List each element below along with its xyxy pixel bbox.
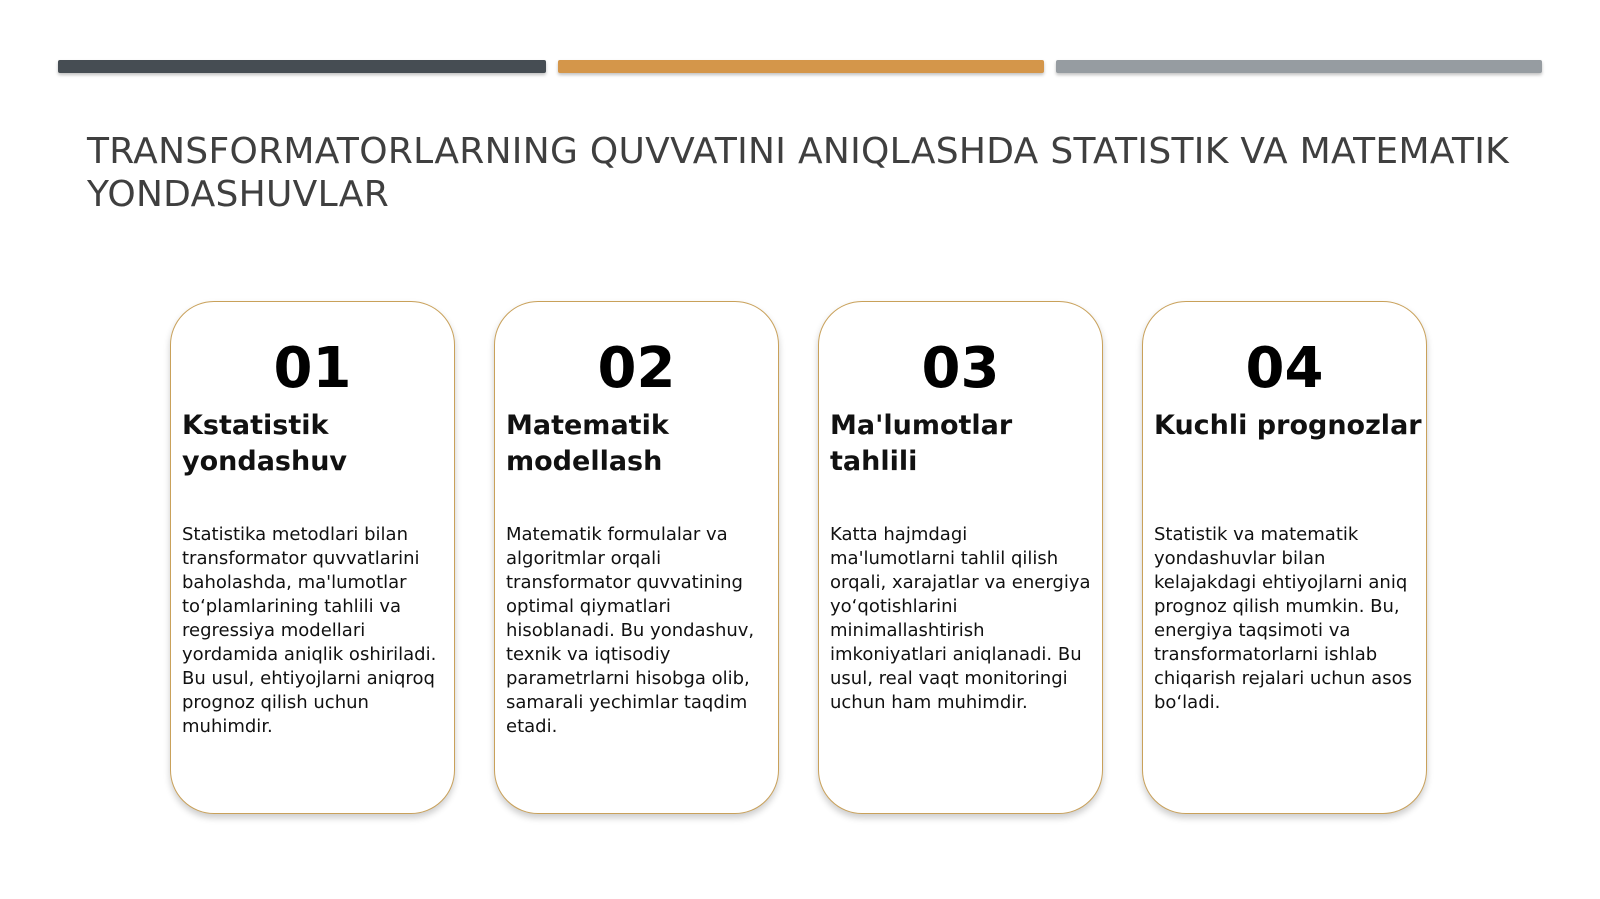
card-01 <box>170 301 455 814</box>
card-description: Katta hajmdagi ma'lumotlarni tahlil qilish orqali, xarajatlar va energiya yo‘qotishlarini minimallashtirish imkoniyatlari aniqlanadi. Bu usul, real vaqt monitoringi uchun ham muhimdir. <box>830 524 1091 713</box>
card-number: 04 <box>1245 336 1324 401</box>
accent-bar-gray <box>1056 60 1542 73</box>
card-description: Statistika metodlari bilan transformator quvvatlarini baholashda, ma'lumotlar to‘plamlarining tahlili va regressiya modellari yordamida aniqlik oshiriladi. Bu usul, ehtiyojlarni aniqroq prognoz qilish uchun muhimdir. <box>182 524 437 737</box>
accent-bar-orange <box>558 60 1044 73</box>
card-04 <box>1142 301 1427 814</box>
card-heading: Kstatistik yondashuv <box>182 410 348 477</box>
card-heading: Kuchli prognozlar <box>1154 410 1422 441</box>
card-description: Statistik va matematik yondashuvlar bilan kelajakdagi ehtiyojlarni aniq prognoz qilish mumkin. Bu, energiya taqsimoti va transformatorlarni ishlab chiqarish rejalari uchun asos bo‘ladi. <box>1154 524 1412 713</box>
card-heading: Ma'lumotlar tahlili <box>830 410 1013 477</box>
card-description: Matematik formulalar va algoritmlar orqali transformator quvvatining optimal qiymatlari hisoblanadi. Bu yondashuv, texnik va iqtisodiy parametrlarni hisobga olib, samarali yechimlar taqdim etadi. <box>506 524 755 737</box>
card-number: 02 <box>597 336 676 401</box>
card-number: 03 <box>921 336 1000 401</box>
card-number: 01 <box>273 336 352 401</box>
accent-bar-dark <box>58 60 546 73</box>
slide-title: TRANSFORMATORLARNING QUVVATINI ANIQLASHDA STATISTIK VA MATEMATIK YONDASHUVLAR <box>87 131 1510 215</box>
card-02 <box>494 301 779 814</box>
card-heading: Matematik modellash <box>506 410 669 477</box>
card-03 <box>818 301 1103 814</box>
